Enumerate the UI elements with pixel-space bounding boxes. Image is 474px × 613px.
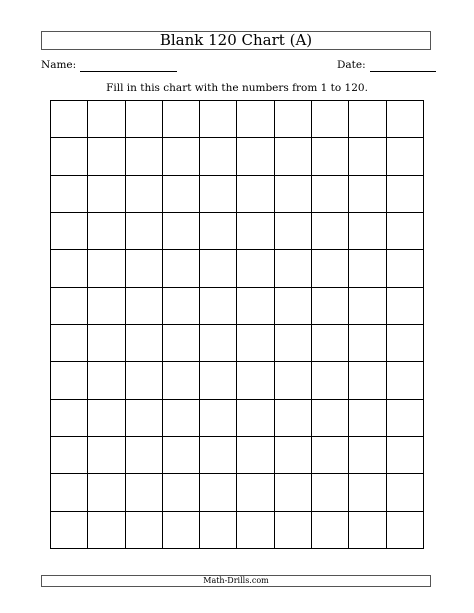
chart-cell[interactable] bbox=[51, 512, 88, 549]
chart-cell[interactable] bbox=[126, 512, 163, 549]
chart-cell[interactable] bbox=[349, 250, 386, 287]
instruction-text: Fill in this chart with the numbers from 1 to 120. bbox=[106, 82, 368, 94]
chart-cell[interactable] bbox=[88, 288, 125, 325]
chart-cell[interactable] bbox=[387, 474, 424, 511]
chart-cell[interactable] bbox=[126, 101, 163, 138]
chart-cell[interactable] bbox=[88, 400, 125, 437]
chart-cell[interactable] bbox=[387, 512, 424, 549]
chart-cell[interactable] bbox=[51, 213, 88, 250]
chart-cell[interactable] bbox=[163, 325, 200, 362]
chart-cell[interactable] bbox=[88, 176, 125, 213]
chart-cell[interactable] bbox=[200, 101, 237, 138]
name-blank-line[interactable] bbox=[80, 59, 177, 72]
chart-cell[interactable] bbox=[163, 176, 200, 213]
chart-cell[interactable] bbox=[312, 512, 349, 549]
chart-cell[interactable] bbox=[126, 362, 163, 399]
chart-cell[interactable] bbox=[88, 437, 125, 474]
chart-cell[interactable] bbox=[349, 101, 386, 138]
chart-cell[interactable] bbox=[88, 250, 125, 287]
chart-cell[interactable] bbox=[126, 213, 163, 250]
chart-cell[interactable] bbox=[200, 437, 237, 474]
footer-site-label: Math-Drills.com bbox=[203, 576, 269, 585]
chart-cell[interactable] bbox=[51, 176, 88, 213]
blank-120-chart-grid bbox=[50, 100, 424, 549]
footer bbox=[41, 575, 431, 587]
chart-cell[interactable] bbox=[387, 250, 424, 287]
chart-cell[interactable] bbox=[312, 101, 349, 138]
chart-cell[interactable] bbox=[237, 213, 274, 250]
chart-cell[interactable] bbox=[200, 474, 237, 511]
chart-cell[interactable] bbox=[200, 325, 237, 362]
chart-cell[interactable] bbox=[312, 325, 349, 362]
chart-cell[interactable] bbox=[349, 362, 386, 399]
name-field bbox=[41, 58, 177, 72]
chart-cell[interactable] bbox=[275, 213, 312, 250]
date-label: Date: bbox=[337, 59, 366, 71]
chart-cell[interactable] bbox=[387, 213, 424, 250]
chart-cell[interactable] bbox=[51, 138, 88, 175]
chart-cell[interactable] bbox=[275, 437, 312, 474]
chart-cell[interactable] bbox=[312, 250, 349, 287]
chart-cell[interactable] bbox=[163, 101, 200, 138]
chart-cell[interactable] bbox=[275, 325, 312, 362]
chart-cell[interactable] bbox=[237, 512, 274, 549]
chart-cell[interactable] bbox=[237, 176, 274, 213]
chart-cell[interactable] bbox=[387, 362, 424, 399]
chart-cell[interactable] bbox=[200, 512, 237, 549]
chart-cell[interactable] bbox=[237, 250, 274, 287]
chart-cell[interactable] bbox=[200, 138, 237, 175]
chart-cell[interactable] bbox=[88, 474, 125, 511]
chart-cell[interactable] bbox=[126, 138, 163, 175]
chart-cell[interactable] bbox=[312, 400, 349, 437]
chart-cell[interactable] bbox=[387, 101, 424, 138]
chart-cell[interactable] bbox=[200, 176, 237, 213]
chart-cell[interactable] bbox=[237, 101, 274, 138]
chart-cell[interactable] bbox=[349, 400, 386, 437]
chart-cell[interactable] bbox=[349, 176, 386, 213]
chart-cell[interactable] bbox=[387, 400, 424, 437]
chart-cell[interactable] bbox=[163, 474, 200, 511]
chart-cell[interactable] bbox=[88, 213, 125, 250]
chart-cell[interactable] bbox=[163, 250, 200, 287]
date-field bbox=[337, 58, 436, 72]
chart-cell[interactable] bbox=[275, 138, 312, 175]
chart-cell[interactable] bbox=[88, 512, 125, 549]
chart-cell[interactable] bbox=[126, 325, 163, 362]
chart-cell[interactable] bbox=[237, 437, 274, 474]
chart-cell[interactable] bbox=[51, 474, 88, 511]
chart-cell[interactable] bbox=[200, 362, 237, 399]
chart-cell[interactable] bbox=[88, 101, 125, 138]
name-label: Name: bbox=[41, 59, 77, 71]
chart-cell[interactable] bbox=[275, 362, 312, 399]
chart-cell[interactable] bbox=[312, 474, 349, 511]
chart-cell[interactable] bbox=[163, 213, 200, 250]
worksheet-title bbox=[41, 31, 431, 50]
chart-cell[interactable] bbox=[237, 400, 274, 437]
chart-cell[interactable] bbox=[312, 213, 349, 250]
chart-cell[interactable] bbox=[88, 138, 125, 175]
chart-cell[interactable] bbox=[163, 362, 200, 399]
chart-cell[interactable] bbox=[349, 512, 386, 549]
chart-cell[interactable] bbox=[51, 400, 88, 437]
chart-cell[interactable] bbox=[163, 288, 200, 325]
chart-cell[interactable] bbox=[163, 138, 200, 175]
chart-cell[interactable] bbox=[312, 288, 349, 325]
chart-cell[interactable] bbox=[237, 138, 274, 175]
chart-cell[interactable] bbox=[275, 250, 312, 287]
chart-cell[interactable] bbox=[237, 474, 274, 511]
chart-cell[interactable] bbox=[200, 400, 237, 437]
chart-cell[interactable] bbox=[387, 437, 424, 474]
chart-cell[interactable] bbox=[51, 288, 88, 325]
chart-cell[interactable] bbox=[275, 474, 312, 511]
chart-cell[interactable] bbox=[88, 325, 125, 362]
chart-cell[interactable] bbox=[237, 288, 274, 325]
chart-cell[interactable] bbox=[349, 138, 386, 175]
chart-cell[interactable] bbox=[237, 325, 274, 362]
chart-cell[interactable] bbox=[275, 512, 312, 549]
chart-cell[interactable] bbox=[51, 101, 88, 138]
chart-cell[interactable] bbox=[349, 213, 386, 250]
chart-cell[interactable] bbox=[51, 325, 88, 362]
chart-cell[interactable] bbox=[349, 288, 386, 325]
chart-cell[interactable] bbox=[200, 250, 237, 287]
chart-cell[interactable] bbox=[51, 362, 88, 399]
chart-cell[interactable] bbox=[312, 138, 349, 175]
chart-cell[interactable] bbox=[349, 325, 386, 362]
chart-cell[interactable] bbox=[163, 512, 200, 549]
chart-cell[interactable] bbox=[126, 474, 163, 511]
chart-cell[interactable] bbox=[126, 176, 163, 213]
chart-cell[interactable] bbox=[275, 101, 312, 138]
chart-cell[interactable] bbox=[126, 400, 163, 437]
chart-cell[interactable] bbox=[312, 176, 349, 213]
chart-cell[interactable] bbox=[88, 362, 125, 399]
chart-cell[interactable] bbox=[200, 213, 237, 250]
chart-cell[interactable] bbox=[200, 288, 237, 325]
chart-cell[interactable] bbox=[51, 250, 88, 287]
chart-cell[interactable] bbox=[163, 400, 200, 437]
chart-cell[interactable] bbox=[237, 362, 274, 399]
chart-cell[interactable] bbox=[51, 437, 88, 474]
date-blank-line[interactable] bbox=[370, 59, 436, 72]
chart-cell[interactable] bbox=[349, 437, 386, 474]
chart-cell[interactable] bbox=[312, 362, 349, 399]
chart-cell[interactable] bbox=[275, 288, 312, 325]
chart-cell[interactable] bbox=[387, 138, 424, 175]
chart-cell[interactable] bbox=[387, 325, 424, 362]
chart-cell[interactable] bbox=[163, 437, 200, 474]
chart-cell[interactable] bbox=[275, 400, 312, 437]
chart-cell[interactable] bbox=[126, 250, 163, 287]
chart-cell[interactable] bbox=[387, 288, 424, 325]
chart-cell[interactable] bbox=[349, 474, 386, 511]
chart-cell[interactable] bbox=[126, 437, 163, 474]
chart-cell[interactable] bbox=[387, 176, 424, 213]
chart-cell[interactable] bbox=[126, 288, 163, 325]
worksheet-title-text: Blank 120 Chart (A) bbox=[159, 31, 313, 49]
chart-cell[interactable] bbox=[312, 437, 349, 474]
chart-cell[interactable] bbox=[275, 176, 312, 213]
